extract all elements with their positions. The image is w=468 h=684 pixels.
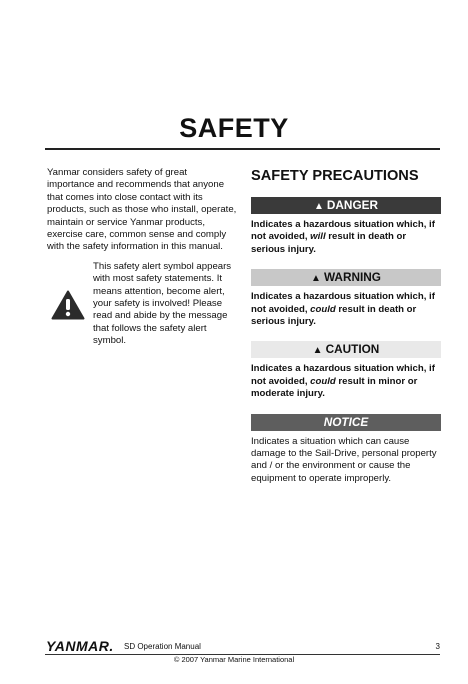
caution-description xyxy=(251,363,441,400)
warning-triangle-icon: ▲ xyxy=(312,345,323,357)
warning-emphasis: could xyxy=(310,303,336,315)
warning-triangle-icon xyxy=(51,290,85,320)
danger-label: DANGER xyxy=(326,198,379,212)
copyright-notice: © 2007 Yanmar Marine International xyxy=(173,655,295,664)
warning-banner xyxy=(251,269,441,286)
page-number: 3 xyxy=(435,642,440,651)
warning-description xyxy=(251,291,441,328)
warning-label: WARNING xyxy=(323,270,381,285)
safety-alert-block xyxy=(47,261,237,348)
notice-banner xyxy=(251,414,441,431)
notice-label: NOTICE xyxy=(323,414,369,429)
danger-banner xyxy=(251,197,441,214)
warning-triangle-icon: ▲ xyxy=(311,273,321,285)
precautions-column xyxy=(251,167,441,498)
caution-text-end: result in minor or moderate injury. xyxy=(251,375,418,400)
danger-description xyxy=(251,219,441,256)
caution-banner xyxy=(251,341,441,358)
title-divider xyxy=(45,148,440,150)
caution-label: CAUTION xyxy=(325,342,380,357)
notice-description: Indicates a situation which can cause damage to the Sail-Drive, personal property and / or the environment or cause the equipment to operate improperly. xyxy=(251,435,437,484)
caution-emphasis: could xyxy=(310,375,336,387)
caution-text-start: Indicates a hazardous situation which, if not avoided, xyxy=(251,363,435,387)
danger-emphasis: will xyxy=(310,231,326,243)
danger-text-start: Indicates a hazardous situation which, if not avoided, xyxy=(251,219,435,243)
warning-triangle-icon: ▲ xyxy=(313,201,324,212)
yanmar-logo: YANMAR. xyxy=(46,638,114,654)
warning-text-start: Indicates a hazardous situation which, if not avoided, xyxy=(251,291,435,315)
page-title: SAFETY xyxy=(179,113,289,143)
intro-paragraph: Yanmar considers safety of great importance and recommends that anyone that comes into close contact with its products, such as those who install, operate, maintain or service Yanmar products, exercise care, common sense and comply with the safety information in this manual. xyxy=(47,167,237,253)
alert-symbol-description: This safety alert symbol appears with most safety statements. It means attention, become alert, your safety is involved! Please read and abide by the message that follows the safety alert symbol. xyxy=(93,260,232,347)
warning-text-end: result in death or serious injury. xyxy=(251,303,417,328)
manual-title: SD Operation Manual xyxy=(124,642,201,651)
intro-column xyxy=(47,167,237,348)
danger-text-end: result in death or serious injury. xyxy=(251,231,407,255)
section-heading: SAFETY PRECAUTIONS xyxy=(251,168,419,184)
